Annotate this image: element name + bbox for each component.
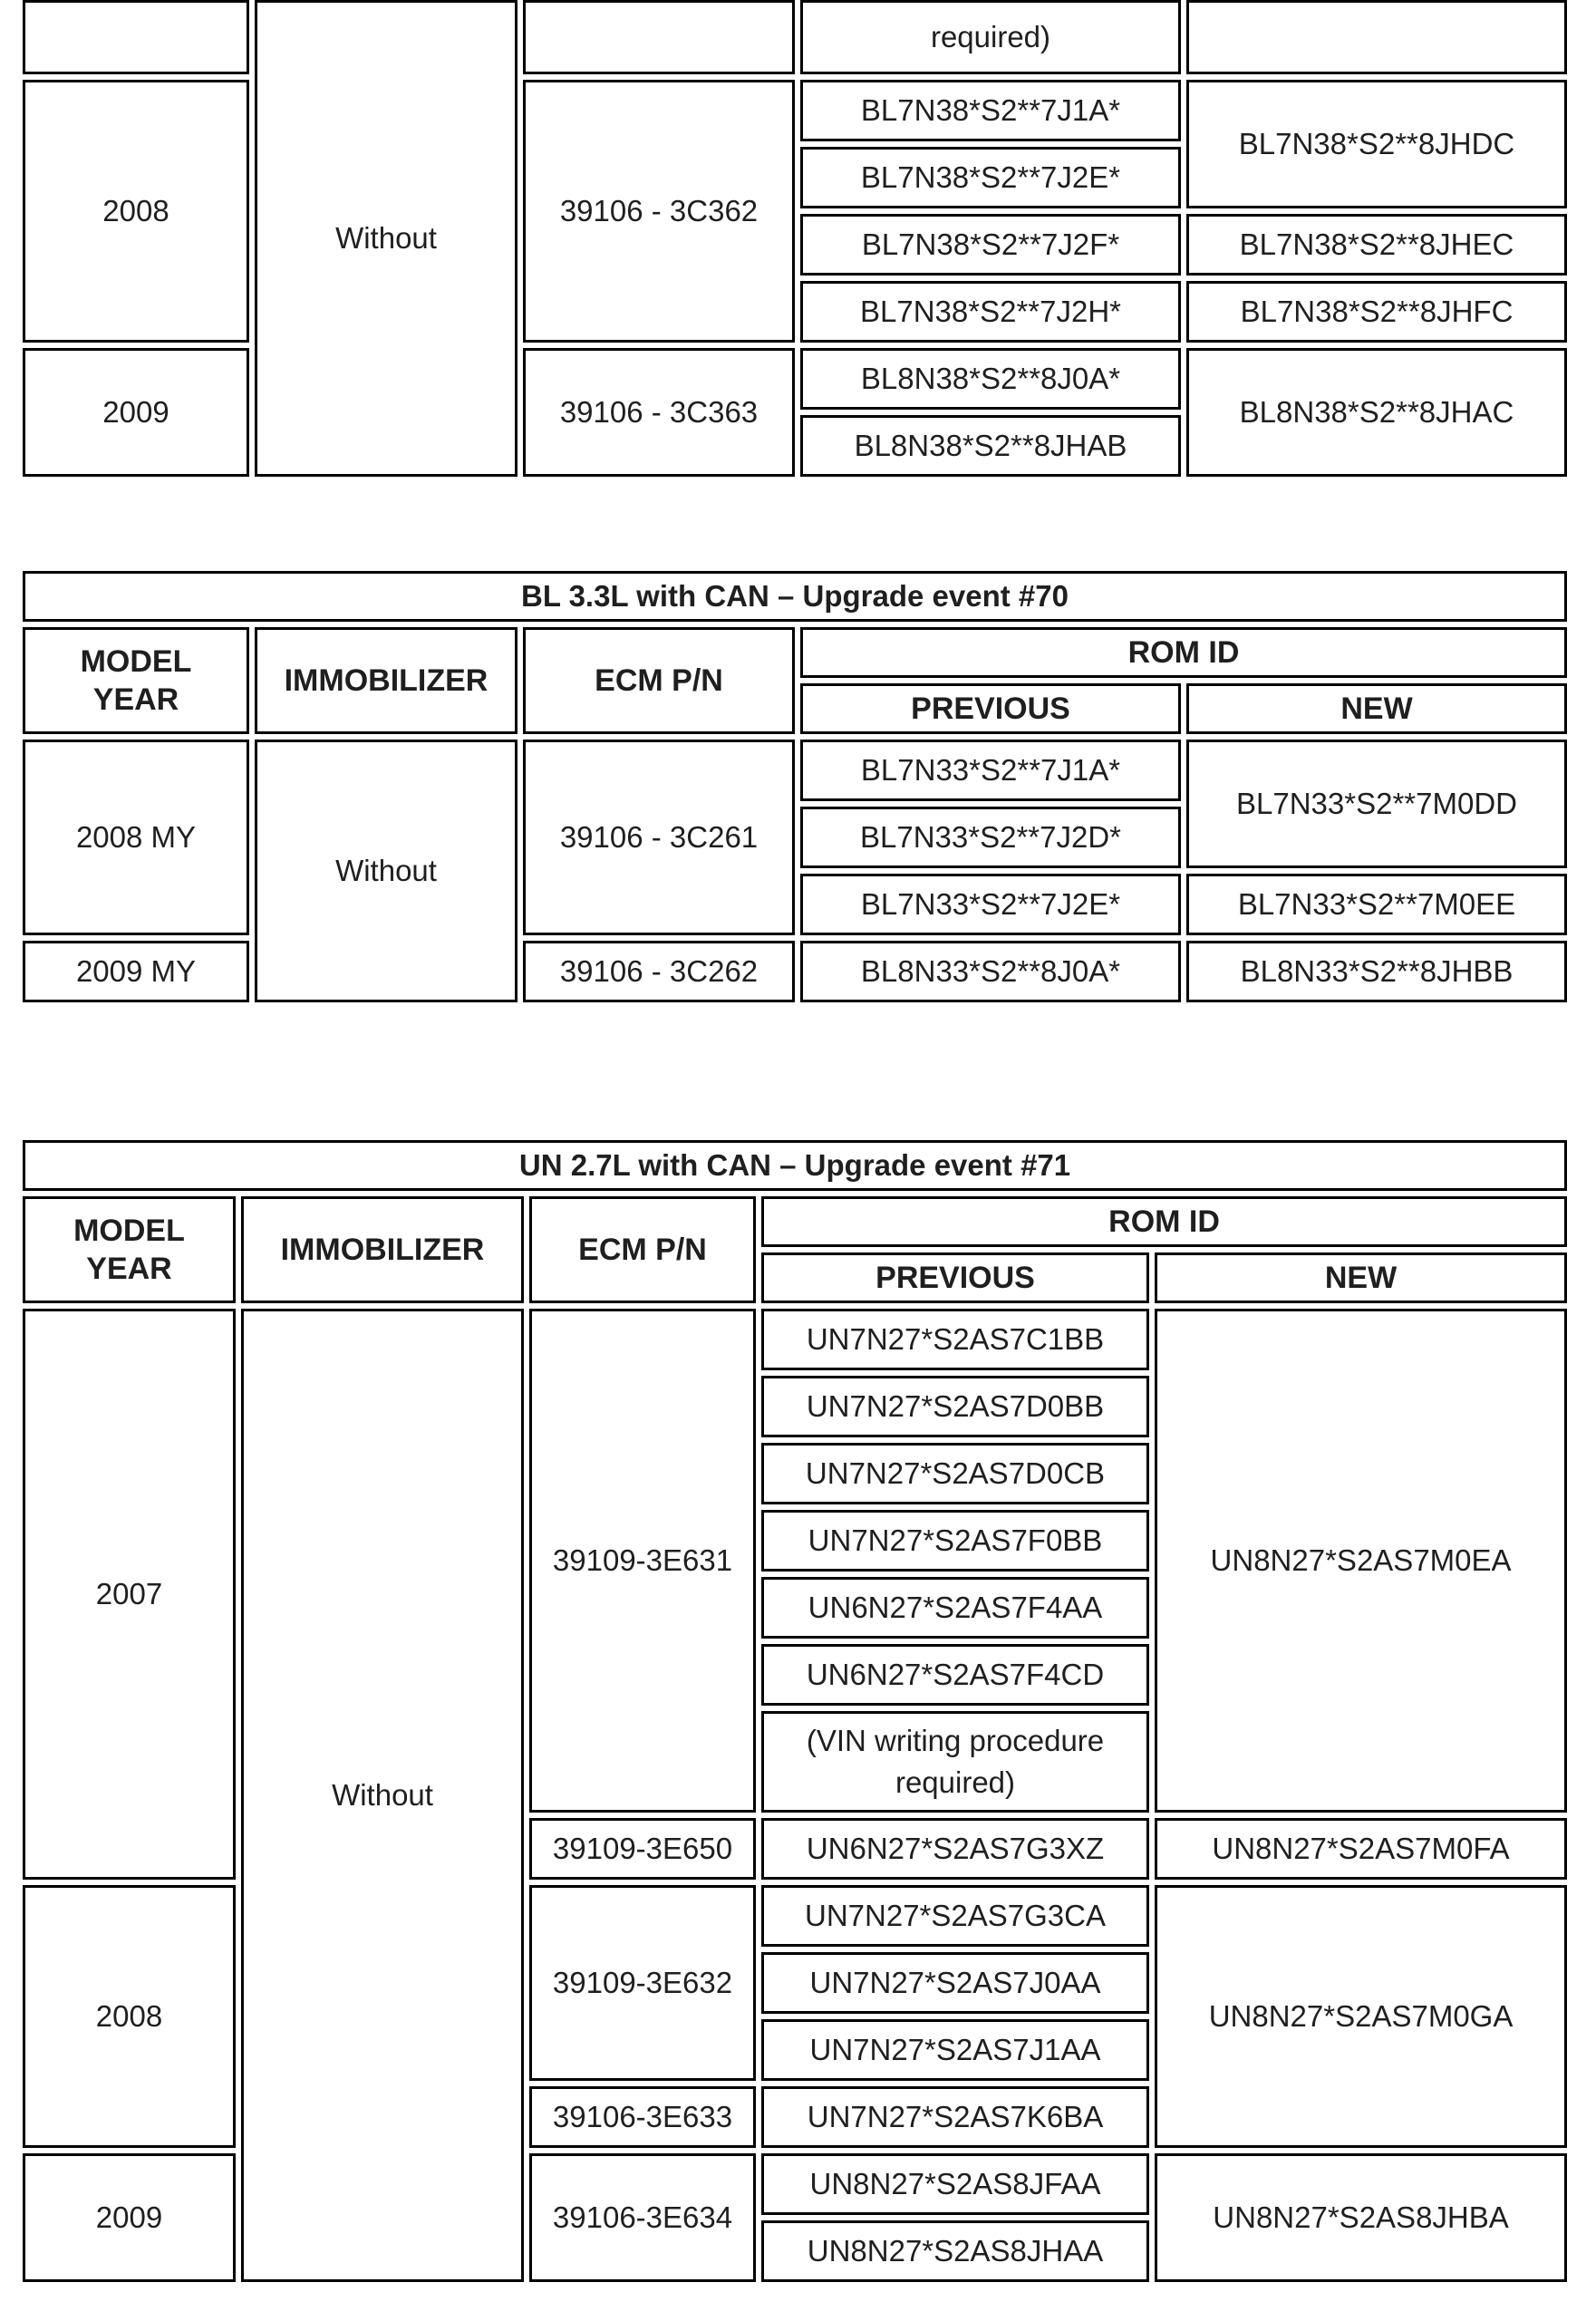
table-row [23, 1140, 1567, 1191]
header-new: NEW [1186, 683, 1567, 734]
new-rom-cell: BL7N33*S2**7M0EE [1186, 874, 1567, 935]
ecm-pn-cell: 39109-3E631 [529, 1309, 756, 1813]
header-ecm-pn: ECM P/N [529, 1196, 756, 1303]
ecm-pn-cell: 39106 - 3C262 [523, 941, 795, 1002]
new-rom-cell: BL7N38*S2**8JHDC [1186, 80, 1567, 208]
previous-rom-cell: BL8N38*S2**8J0A* [800, 348, 1181, 410]
previous-rom-cell: UN7N27*S2AS7J0AA [761, 1952, 1149, 2014]
header-rom-id: ROM ID [761, 1196, 1567, 1247]
rom-table-un27 [17, 1135, 1572, 2287]
rom-table-bl33 [17, 566, 1572, 1008]
previous-rom-cell: UN7N27*S2AS7F0BB [761, 1510, 1149, 1572]
previous-rom-cell: BL7N33*S2**7J2D* [800, 807, 1181, 868]
model-year-cell: 2008 [23, 1885, 236, 2148]
header-model-year-line2: YEAR [92, 682, 179, 717]
header-model-year-line1: MODEL [80, 643, 192, 679]
new-rom-cell: UN8N27*S2AS7M0GA [1155, 1885, 1567, 2148]
previous-rom-cell: UN7N27*S2AS7C1BB [761, 1309, 1149, 1370]
table-row [23, 740, 1567, 801]
model-year-cell: 2008 [23, 80, 249, 343]
previous-rom-cell: UN7N27*S2AS7J1AA [761, 2019, 1149, 2081]
ecm-pn-cell: 39106 - 3C261 [523, 740, 795, 935]
model-year-cell: 2007 [23, 1309, 236, 1880]
previous-rom-cell: UN7N27*S2AS7D0CB [761, 1443, 1149, 1504]
model-year-cell: 2009 [23, 348, 249, 477]
new-rom-cell: BL8N33*S2**8JHBB [1186, 941, 1567, 1002]
table-header-row [23, 1196, 1567, 1247]
previous-rom-cell: BL8N33*S2**8J0A* [800, 941, 1181, 1002]
vin-note-cell [761, 1711, 1149, 1813]
ecm-pn-cell: 39109-3E632 [529, 1885, 756, 2081]
header-model-year [23, 627, 249, 734]
new-rom-cell-continued [1186, 0, 1567, 74]
new-rom-cell: BL7N38*S2**8JHEC [1186, 214, 1567, 276]
new-rom-cell: UN8N27*S2AS7M0EA [1155, 1309, 1567, 1813]
previous-rom-cell: BL8N38*S2**8JHAB [800, 415, 1181, 477]
header-model-year [23, 1196, 236, 1303]
previous-rom-cell: BL7N33*S2**7J1A* [800, 740, 1181, 801]
previous-rom-cell: BL7N38*S2**7J2H* [800, 281, 1181, 343]
previous-rom-cell: UN7N27*S2AS7K6BA [761, 2086, 1149, 2148]
header-immobilizer: IMMOBILIZER [241, 1196, 524, 1303]
previous-rom-cell: UN6N27*S2AS7G3XZ [761, 1818, 1149, 1880]
table-row [23, 0, 1567, 74]
header-immobilizer: IMMOBILIZER [255, 627, 517, 734]
ecm-pn-cell: 39106-3E633 [529, 2086, 756, 2148]
table-row [23, 1309, 1567, 1370]
model-year-cell-continued [23, 0, 249, 74]
header-new: NEW [1155, 1252, 1567, 1303]
header-ecm-pn: ECM P/N [523, 627, 795, 734]
table-row [23, 571, 1567, 622]
previous-rom-cell: UN6N27*S2AS7F4CD [761, 1644, 1149, 1706]
previous-rom-cell: BL7N38*S2**7J2E* [800, 147, 1181, 208]
rom-table-bl38-continued [17, 0, 1572, 482]
model-year-cell: 2008 MY [23, 740, 249, 935]
immobilizer-cell: Without [255, 740, 517, 1002]
previous-rom-cell: BL7N38*S2**7J1A* [800, 80, 1181, 141]
table-header-row [23, 627, 1567, 678]
new-rom-cell: UN8N27*S2AS8JHBA [1155, 2153, 1567, 2282]
header-model-year-line2: YEAR [86, 1252, 172, 1286]
ecm-pn-cell: 39106 - 3C362 [523, 80, 795, 343]
ecm-pn-cell: 39106 - 3C363 [523, 348, 795, 477]
table-title: BL 3.3L with CAN – Upgrade event #70 [23, 571, 1567, 622]
header-model-year-line1: MODEL [73, 1213, 185, 1248]
model-year-cell: 2009 MY [23, 941, 249, 1002]
new-rom-cell: UN8N27*S2AS7M0FA [1155, 1818, 1567, 1880]
new-rom-cell: BL7N33*S2**7M0DD [1186, 740, 1567, 868]
previous-rom-cell: UN7N27*S2AS7G3CA [761, 1885, 1149, 1947]
previous-rom-cell: UN7N27*S2AS7D0BB [761, 1376, 1149, 1437]
header-previous: PREVIOUS [761, 1252, 1149, 1303]
new-rom-cell: BL8N38*S2**8JHAC [1186, 348, 1567, 477]
previous-rom-cell: BL7N38*S2**7J2F* [800, 214, 1181, 276]
previous-rom-cell: UN8N27*S2AS8JFAA [761, 2153, 1149, 2215]
header-rom-id: ROM ID [800, 627, 1567, 678]
previous-rom-cell: BL7N33*S2**7J2E* [800, 874, 1181, 935]
ecm-pn-cell-continued [523, 0, 795, 74]
vin-note-continued-cell: required) [800, 0, 1181, 74]
new-rom-cell: BL7N38*S2**8JHFC [1186, 281, 1567, 343]
header-previous: PREVIOUS [800, 683, 1181, 734]
model-year-cell: 2009 [23, 2153, 236, 2282]
previous-rom-cell: UN6N27*S2AS7F4AA [761, 1577, 1149, 1639]
ecm-pn-cell: 39106-3E634 [529, 2153, 756, 2282]
ecm-pn-cell: 39109-3E650 [529, 1818, 756, 1880]
immobilizer-cell: Without [241, 1309, 524, 2282]
table-title: UN 2.7L with CAN – Upgrade event #71 [23, 1140, 1567, 1191]
vin-note-line2: required) [895, 1765, 1016, 1799]
vin-note-line1: (VIN writing procedure [806, 1724, 1105, 1758]
immobilizer-cell: Without [255, 0, 517, 477]
previous-rom-cell: UN8N27*S2AS8JHAA [761, 2220, 1149, 2282]
